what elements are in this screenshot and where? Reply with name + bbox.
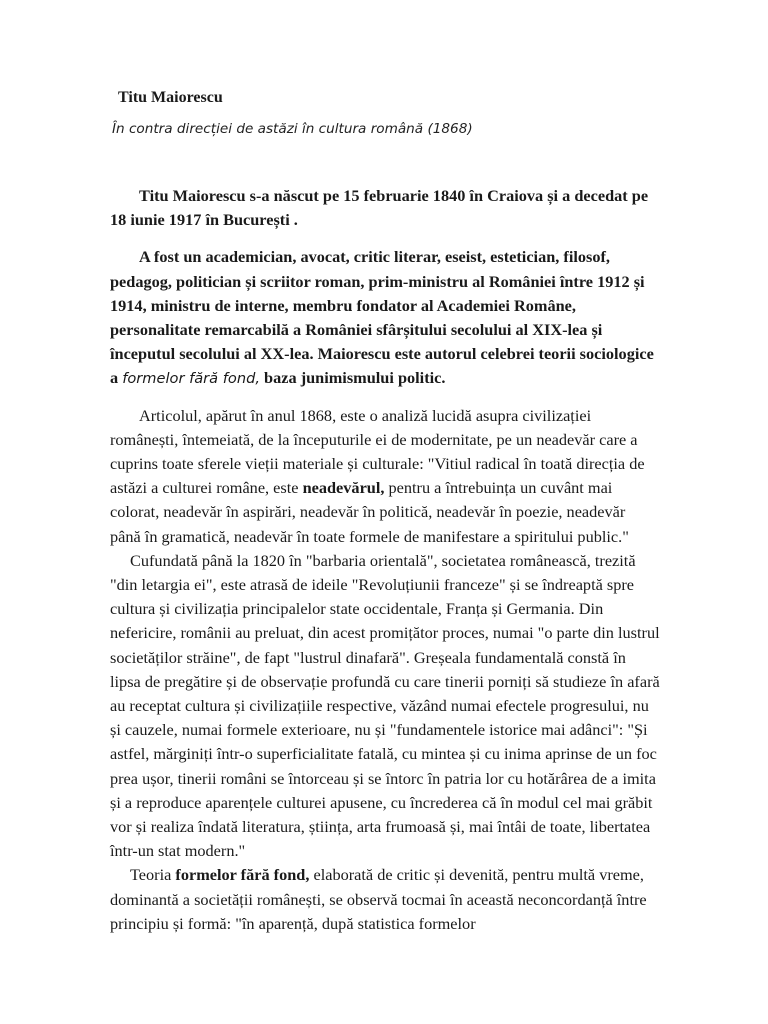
paragraph-biography: Titu Maiorescu s-a născut pe 15 februarie 1840 în Craiova și a decedat pe 18 iunie 1917 în București .	[110, 186, 649, 230]
emphasis-formelor: formelor fără fond,	[122, 370, 260, 388]
paragraph-career	[110, 245, 660, 391]
article-text-2: pentru a întrebuința un cuvânt mai colorat, neadevăr în aspirări, neadevăr în politică, neadevăr în poezie, neadevăr până în gramatică, neadevăr în toate formele de manifestare a spiritului public."	[110, 478, 629, 546]
theory-text-2: elaborată de critic și devenită, pentru multă vreme, dominantă a societății românești, se observă tocmai în această neconcordanță între principiu și formă: "în aparență, după statistica formelor	[110, 865, 647, 933]
article-text-1: Articolul, apărut în anul 1868, este o analiză lucidă asupra civilizației românești, întemeiată, de la începuturile ei de modernitate, pe un neadevăr care a cuprins toate sferele vieții materiale și culturale: "Vitiul radical în toată direcția de astăzi a culturei române, este	[110, 405, 645, 498]
author-heading: Titu Maiorescu	[118, 89, 223, 106]
bold-formelor: formelor fără fond,	[175, 865, 310, 885]
paragraph-history: Cufundată până la 1820 în "barbaria orientală", societatea românească, trezită "din letargia ei", este atrasă de ideile "Revoluțiunii franceze" și se îndreaptă spre cultura și civilizația principalelor state occidentale, Franța și Germania. Din nefericire, românii au preluat, din acest promițător proces, numai "o parte din lustrul societăților străine", de fapt "lustrul dinafară". Greșeala fundamentală constă în lipsa de pregătire și de observație profundă cu care tinerii porniți să studieze în afară au receptat cultura și civilizațiile respective, văzând numai efectele progresului, nu și cauzele, numai formele exterioare, nu și "fundamentele istorice mai adânci": "Și astfel, mărginiți într-o superficialitate fatală, cu mintea și cu inima aprinse de un foc prea ușor, tinerii români se întorceau și se întorc în patria lor cu hotărârea de a imita și a reproduce aparențele culturei apusene, cu încrederea că în modul cel mai grăbit vor și realiza îndată literatura, știința, arta frumoasă și, mai întâi de toate, libertatea într-un stat modern."	[110, 550, 660, 861]
career-text: A fost un academician, avocat, critic literar, eseist, estetician, filosof, pedagog, politician și scriitor roman, prim-ministru al României între 1912 și 1914, ministru de interne, membru fondator al Academiei Române, personalitate remarcabilă a României sfârșitului secolului al XIX-lea și începutul secolului al XX-lea. Maiorescu este autorul celebrei teorii sociologice a	[110, 247, 654, 388]
bold-neadevarul: neadevărul,	[302, 478, 385, 498]
career-tail: baza junimismului politic.	[259, 368, 446, 388]
paragraph-theory	[110, 863, 660, 936]
paragraph-article	[110, 404, 660, 549]
essay-subtitle: În contra direcției de astăzi în cultura română (1868)	[112, 121, 473, 137]
document-body	[110, 184, 660, 936]
theory-text-1: Teoria	[130, 865, 176, 885]
